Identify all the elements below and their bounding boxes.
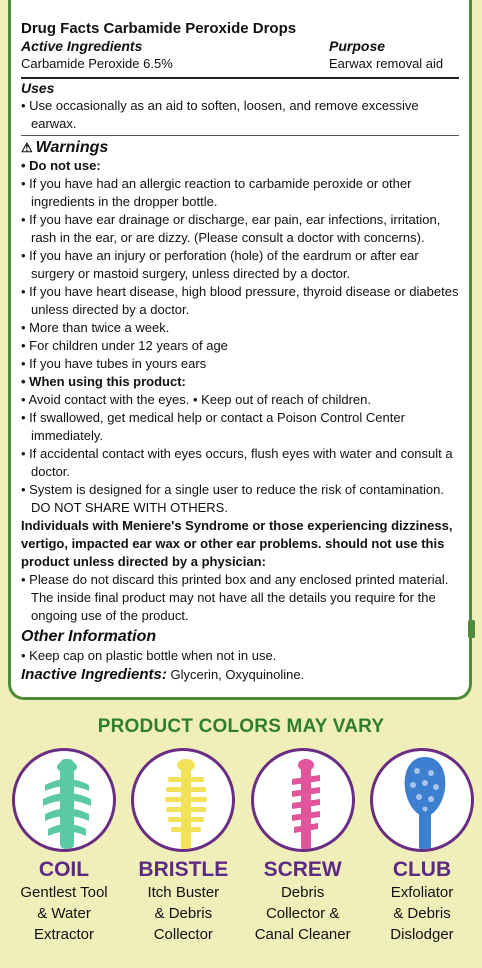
tool-description-line: & Water	[37, 905, 91, 922]
drug-facts-panel	[8, 0, 472, 700]
do-not-use-item: • If you have ear drainage or discharge, ear pain, ear infections, irritation, rash in the ear, or are dizzy. (Please consult a doctor with concerns).	[21, 211, 459, 247]
active-purpose-row	[21, 55, 459, 73]
tool-description-line: Gentlest Tool	[20, 884, 108, 901]
when-using-item: • System is designed for a single user to reduce the risk of contamination. DO NOT SHARE WITH OTHERS.	[21, 481, 459, 517]
tool-bristle	[127, 748, 239, 945]
when-using-item: • If swallowed, get medical help or contact a Poison Control Center immediately.	[21, 409, 459, 445]
warning-triangle-icon: ⚠	[21, 140, 33, 155]
inactive-ingredients-label: Inactive Ingredients:	[21, 666, 167, 683]
coil-tip-image	[12, 748, 116, 852]
tool-description-line: Collector &	[265, 905, 340, 922]
inactive-ingredients-value: Glycerin, Oxyquinoline.	[170, 667, 305, 682]
tool-name: CLUB	[392, 858, 452, 881]
tool-description-line: & Debris	[154, 905, 213, 922]
active-ingredients-header: Active Ingredients	[21, 38, 143, 54]
active-ingredient: Carbamide Peroxide 6.5%	[21, 56, 173, 71]
tool-description-line: Extractor	[33, 926, 94, 943]
tool-description-line: Dislodger	[390, 926, 454, 943]
do-not-use-item: • If you have tubes in yours ears	[21, 355, 459, 373]
do-not-use-item: • If you have heart disease, high blood pressure, thyroid disease or diabetes unless directed by a doctor.	[21, 283, 459, 319]
coil-tip-icon	[15, 751, 116, 852]
do-not-use-item: • For children under 12 years of age	[21, 337, 459, 355]
purpose-value: Earwax removal aid	[329, 56, 444, 71]
tool-name: COIL	[38, 858, 90, 881]
tool-description-line: Itch Buster	[147, 884, 220, 901]
meniere-warning: Individuals with Meniere's Syndrome or those experiencing dizziness, vertigo, impacted ear wax or other ear problems. should not use this product unless directed by a physician:	[21, 518, 453, 569]
warnings-header	[21, 138, 459, 157]
active-purpose-header-row	[21, 38, 459, 55]
tool-description-line: & Debris	[393, 905, 451, 922]
club-tip-image	[370, 748, 474, 852]
tool-description-line: Canal Cleaner	[254, 926, 351, 943]
divider	[21, 135, 459, 136]
do-not-use-label: • Do not use:	[21, 157, 459, 175]
other-information-item: • Keep cap on plastic bottle when not in use.	[21, 647, 459, 665]
when-using-item: • If accidental contact with eyes occurs, flush eyes with water and consult a doctor.	[21, 445, 459, 481]
meniere-item: • Please do not discard this printed box and any enclosed printed material. The inside final product may not have all the details you require for the ongoing use of the product.	[21, 571, 459, 625]
panel-edge-tab	[468, 620, 475, 638]
other-information-header: Other Information	[21, 628, 157, 645]
tool-description	[390, 882, 453, 945]
tool-description	[255, 882, 351, 945]
inactive-ingredients	[21, 665, 459, 685]
tool-description-line: Exfoliator	[390, 884, 454, 901]
uses-item: • Use occasionally as an aid to soften, loosen, and remove excessive earwax.	[21, 97, 459, 133]
bristle-tip-icon	[134, 751, 235, 852]
screw-tip-icon	[254, 751, 355, 852]
when-using-label: • When using this product:	[21, 373, 459, 391]
do-not-use-item: • If you have had an allergic reaction to carbamide peroxide or other ingredients in the dropper bottle.	[21, 175, 459, 211]
tool-screw	[247, 748, 359, 945]
tool-coil	[8, 748, 120, 945]
tool-description	[20, 882, 107, 945]
screw-tip-image	[251, 748, 355, 852]
tool-name: SCREW	[263, 858, 342, 881]
drug-facts-title: Drug Facts Carbamide Peroxide Drops	[21, 20, 297, 37]
tool-description	[147, 882, 219, 945]
do-not-use-item: • More than twice a week.	[21, 319, 459, 337]
tool-description-line: Collector	[153, 926, 213, 943]
club-tip-icon	[373, 751, 474, 852]
tool-description-line: Debris	[280, 884, 325, 901]
do-not-use-item: • If you have an injury or perforation (hole) of the eardrum or after ear surgery or mastoid surgery, unless directed by a doctor.	[21, 247, 459, 283]
when-using-item: • Avoid contact with the eyes. • Keep out of reach of children.	[21, 391, 459, 409]
product-colors-title: PRODUCT COLORS MAY VARY	[97, 716, 385, 737]
warnings-header-label: Warnings	[35, 139, 109, 156]
purpose-header: Purpose	[329, 38, 386, 54]
tool-name: BRISTLE	[138, 858, 229, 881]
tool-tips-row	[8, 748, 478, 945]
divider	[21, 77, 459, 79]
uses-header: Uses	[21, 80, 55, 96]
bristle-tip-image	[131, 748, 235, 852]
tool-club	[366, 748, 478, 945]
